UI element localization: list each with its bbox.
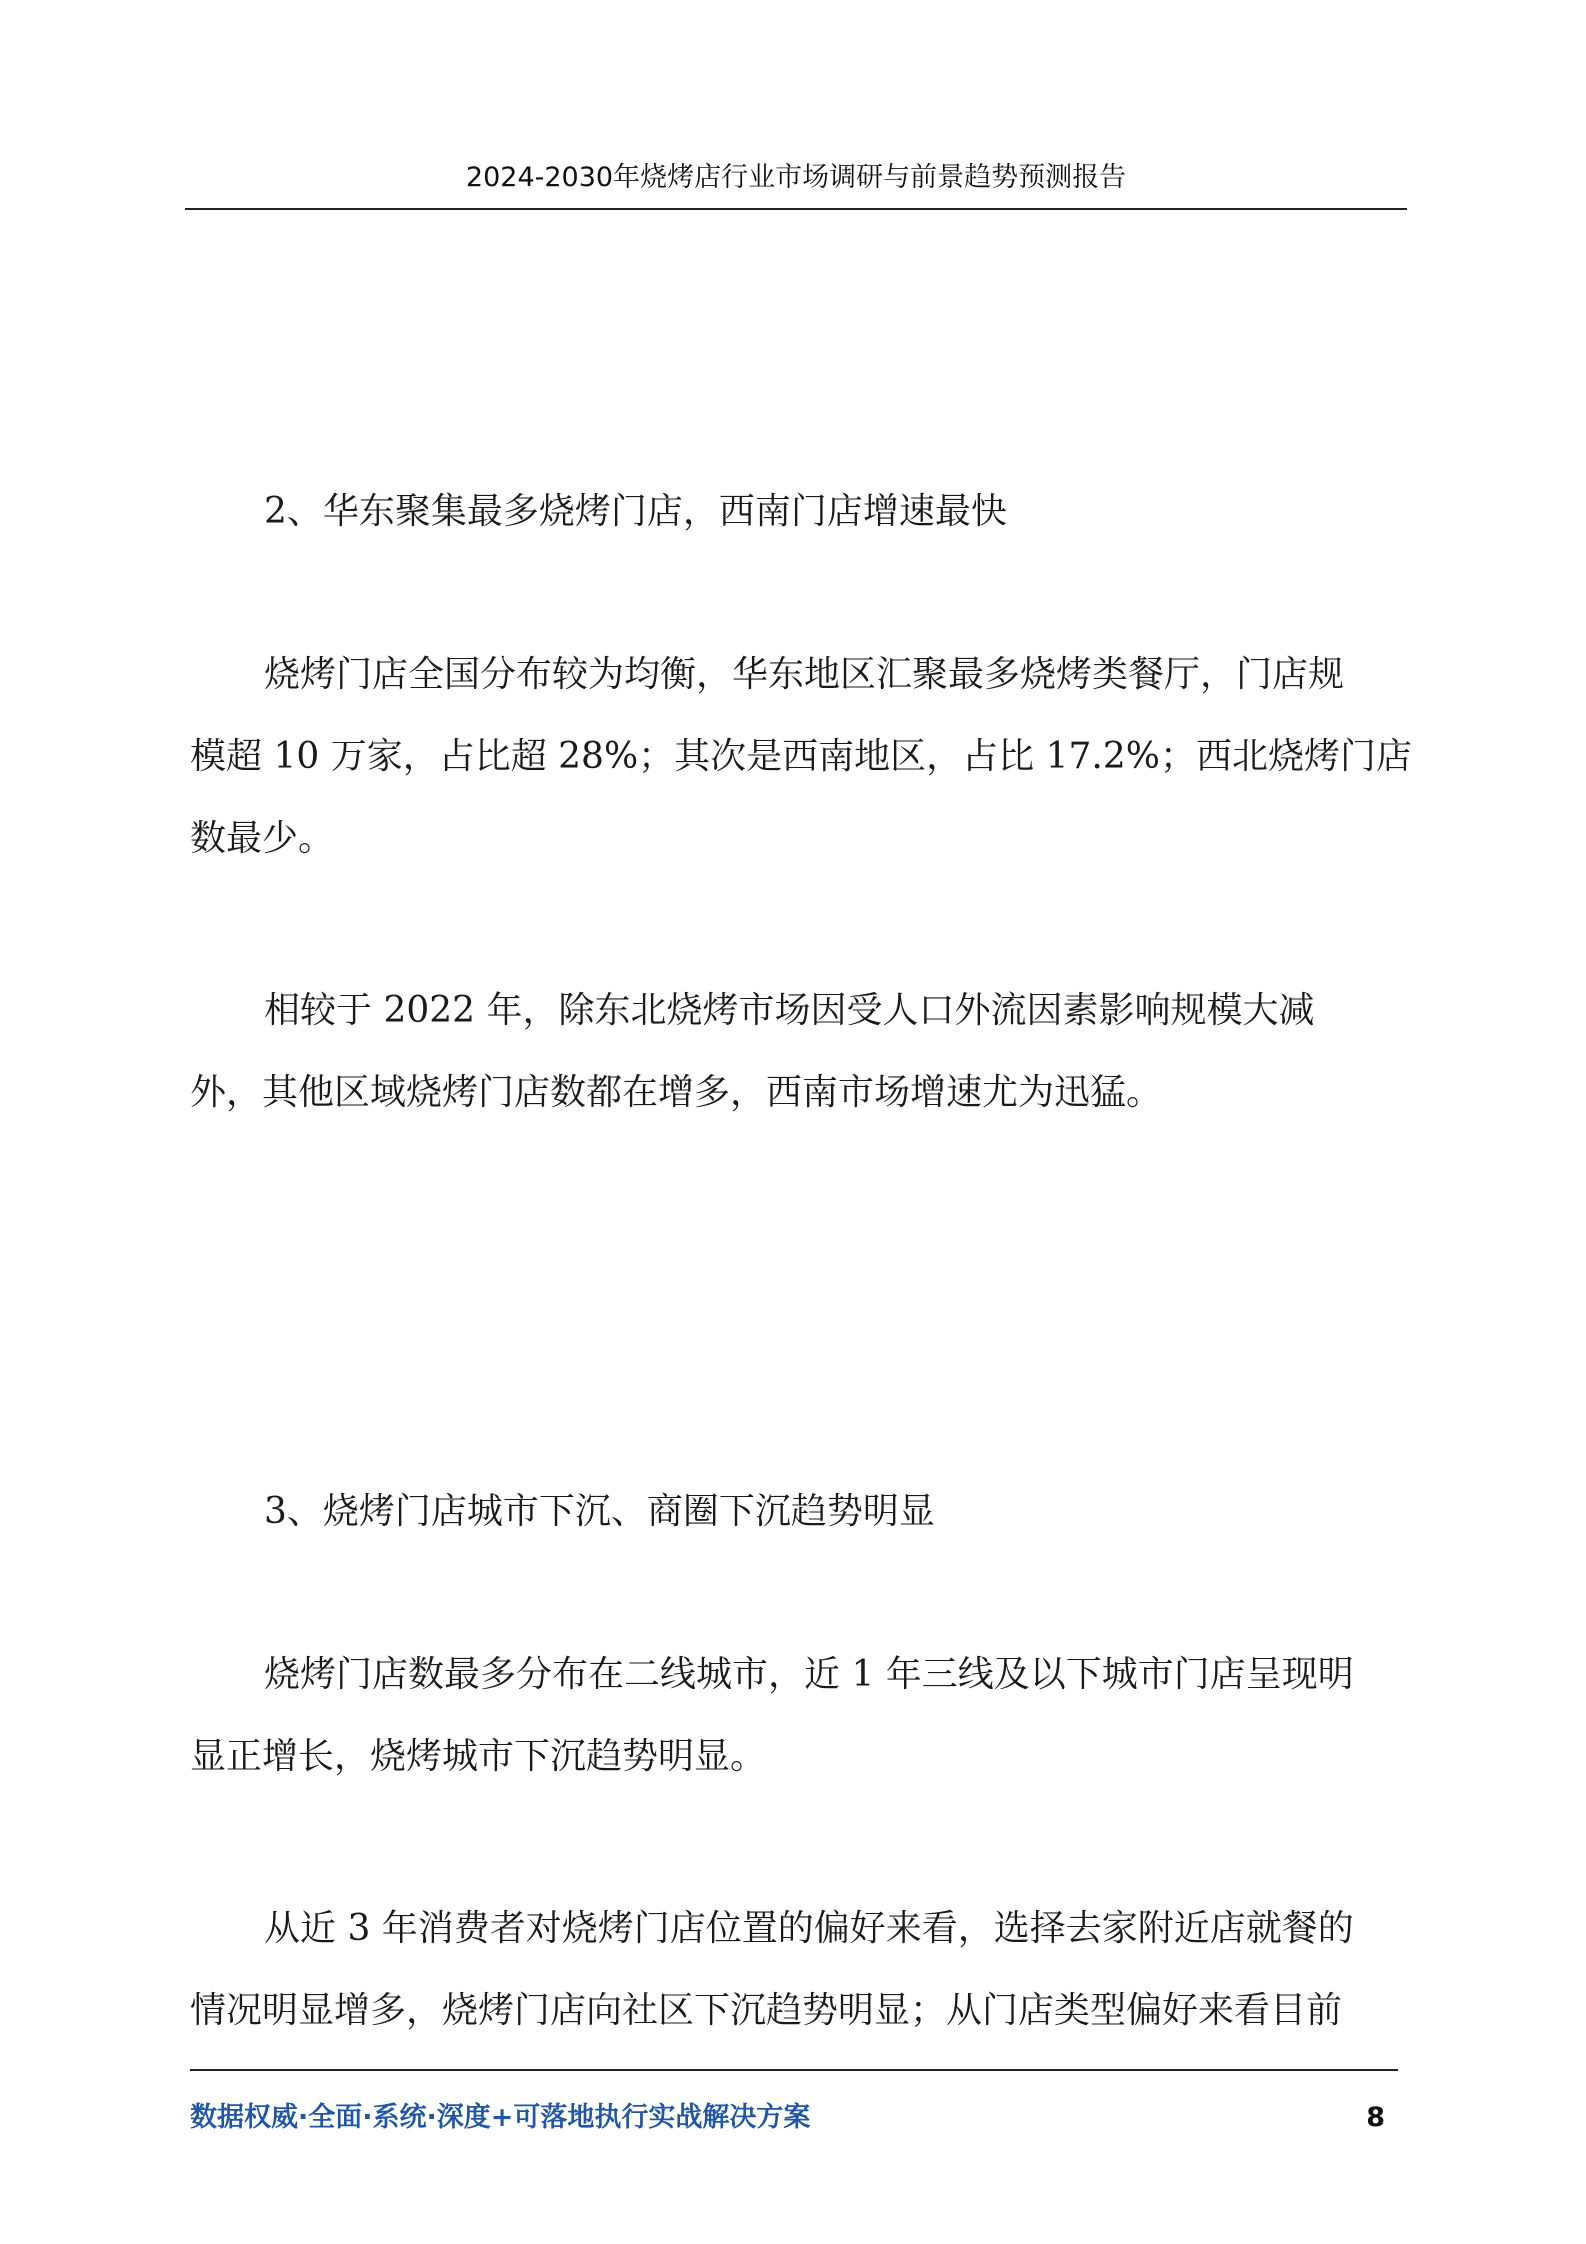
paragraph-line: 相较于 2022 年，除东北烧烤市场因受人口外流因素影响规模大减 bbox=[264, 990, 1315, 1031]
section-heading-2: 2、华东聚集最多烧烤门店，西南门店增速最快 bbox=[264, 491, 1007, 532]
paragraph-line: 从近 3 年消费者对烧烤门店位置的偏好来看，选择去家附近店就餐的 bbox=[264, 1908, 1354, 1949]
paragraph-east-china-distribution bbox=[190, 634, 1412, 880]
page-number: 8 bbox=[1366, 2102, 1385, 2133]
header-divider bbox=[185, 208, 1407, 210]
paragraph-consumer-preference bbox=[190, 1888, 1390, 2052]
page-header-title: 2024-2030年烧烤店行业市场调研与前景趋势预测报告 bbox=[465, 162, 1127, 193]
footer-slogan: 数据权威·全面·系统·深度+可落地执行实战解决方案 bbox=[190, 2102, 811, 2133]
paragraph-line: 显正增长，烧烤城市下沉趋势明显。 bbox=[190, 1736, 767, 1777]
section-heading-3: 3、烧烤门店城市下沉、商圈下沉趋势明显 bbox=[264, 1491, 935, 1532]
paragraph-city-tier bbox=[190, 1634, 1390, 1798]
paragraph-line: 数最少。 bbox=[190, 818, 335, 859]
paragraph-line: 烧烤门店数最多分布在二线城市，近 1 年三线及以下城市门店呈现明 bbox=[264, 1654, 1354, 1695]
paragraph-line: 外，其他区域烧烤门店数都在增多，西南市场增速尤为迅猛。 bbox=[190, 1072, 1163, 1113]
paragraph-line: 情况明显增多，烧烤门店向社区下沉趋势明显；从门店类型偏好来看目前 bbox=[190, 1990, 1343, 2031]
paragraph-line: 烧烤门店全国分布较为均衡，华东地区汇聚最多烧烤类餐厅，门店规 bbox=[264, 654, 1345, 695]
paragraph-line: 模超 10 万家，占比超 28%；其次是西南地区，占比 17.2%；西北烧烤门店 bbox=[190, 736, 1412, 777]
paragraph-regional-growth bbox=[190, 970, 1390, 1134]
footer-divider bbox=[190, 2069, 1398, 2071]
